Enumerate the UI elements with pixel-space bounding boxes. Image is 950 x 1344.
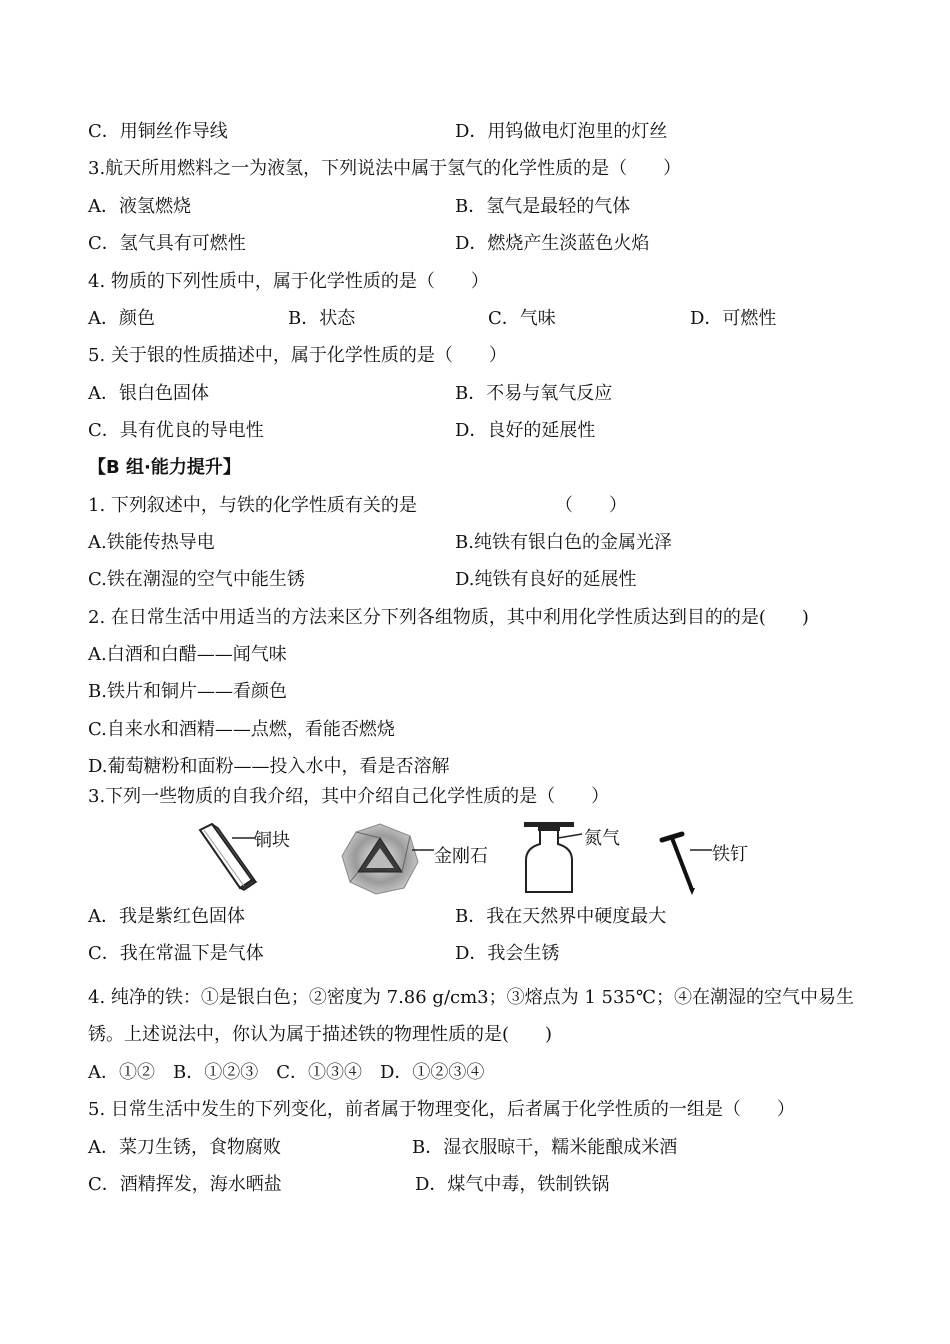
b5-option-c: C．酒精挥发，海水晒盐 [88, 1174, 282, 1195]
b3-figures [190, 818, 790, 898]
b1-option-c: C.铁在潮湿的空气中能生锈 [88, 569, 305, 590]
section-b-heading: 【B 组·能力提升】 [88, 457, 241, 478]
b2-option-a: A.白酒和白醋——闻气味 [88, 644, 287, 665]
b5-option-a: A．菜刀生锈，食物腐败 [88, 1137, 281, 1158]
b5-option-b: B．湿衣服晾干，糯米能酿成米酒 [412, 1137, 678, 1158]
b2-option-d: D.葡萄糖粉和面粉——投入水中，看是否溶解 [88, 756, 450, 777]
q5-option-c: C．具有优良的导电性 [88, 420, 264, 441]
b4-stem-line2: 锈。上述说法中，你认为属于描述铁的物理性质的是( ) [88, 1024, 553, 1045]
b1-answer-paren: （ ） [555, 495, 627, 516]
b5-option-d: D．煤气中毒，铁制铁锅 [415, 1174, 610, 1195]
q4-option-c: C．气味 [488, 308, 556, 329]
q4-option-d: D．可燃性 [690, 308, 777, 329]
iron-nail-label: 铁钉 [712, 844, 748, 865]
q4-option-a: A．颜色 [88, 308, 155, 329]
b3-option-d: D．我会生锈 [455, 943, 560, 964]
q5-option-d: D．良好的延展性 [455, 420, 596, 441]
b1-stem: 1. 下列叙述中，与铁的化学性质有关的是 [88, 495, 417, 516]
b1-option-d: D.纯铁有良好的延展性 [455, 569, 637, 590]
b2-option-c: C.自来水和酒精——点燃，看能否燃烧 [88, 719, 395, 740]
b1-option-b: B.纯铁有银白色的金属光泽 [455, 532, 672, 553]
q3-stem: 3.航天所用燃料之一为液氢，下列说法中属于氢气的化学性质的是（ ） [88, 158, 682, 179]
q3-option-b: B．氢气是最轻的气体 [455, 196, 631, 217]
diamond-label: 金刚石 [434, 846, 488, 867]
copper-block-label: 铜块 [254, 830, 290, 851]
q3-option-d: D．燃烧产生淡蓝色火焰 [455, 233, 650, 254]
q5-option-a: A．银白色固体 [88, 383, 209, 404]
b1-option-a: A.铁能传热导电 [88, 532, 215, 553]
q2-option-d: D．用钨做电灯泡里的灯丝 [455, 121, 668, 142]
b3-stem: 3.下列一些物质的自我介绍，其中介绍自己化学性质的是（ ） [88, 786, 610, 807]
diamond-image [340, 822, 420, 896]
b5-stem: 5. 日常生活中发生的下列变化，前者属于物理变化，后者属于化学性质的一组是（ ） [88, 1099, 795, 1120]
gas-bottle-leader-line [558, 828, 584, 842]
q3-option-a: A．液氢燃烧 [88, 196, 191, 217]
q3-option-c: C．氢气具有可燃性 [88, 233, 246, 254]
b3-option-b: B．我在天然界中硬度最大 [455, 906, 667, 927]
b2-option-b: B.铁片和铜片——看颜色 [88, 681, 287, 702]
b3-option-c: C．我在常温下是气体 [88, 943, 264, 964]
b3-option-a: A．我是紫红色固体 [88, 906, 245, 927]
diamond-leader-line [412, 842, 436, 854]
q2-option-c: C．用铜丝作导线 [88, 121, 228, 142]
b2-stem: 2. 在日常生活中用适当的方法来区分下列各组物质，其中利用化学性质达到目的的是( ) [88, 607, 809, 628]
q4-option-b: B．状态 [288, 308, 356, 329]
iron-nail-leader-line [690, 844, 714, 854]
b4-stem-line1: 4. 纯净的铁：①是银白色；②密度为 7.86 g/cm3；③熔点为 1 535℃；④在潮湿的空气中易生 [88, 987, 854, 1008]
q5-option-b: B．不易与氧气反应 [455, 383, 613, 404]
q4-stem: 4. 物质的下列性质中，属于化学性质的是（ ） [88, 271, 489, 292]
nitrogen-label: 氮气 [584, 828, 620, 849]
b4-options: A．①② B．①②③ C．①③④ D．①②③④ [88, 1062, 485, 1083]
q5-stem: 5. 关于银的性质描述中，属于化学性质的是（ ） [88, 345, 507, 366]
iron-nail-image [658, 826, 708, 896]
